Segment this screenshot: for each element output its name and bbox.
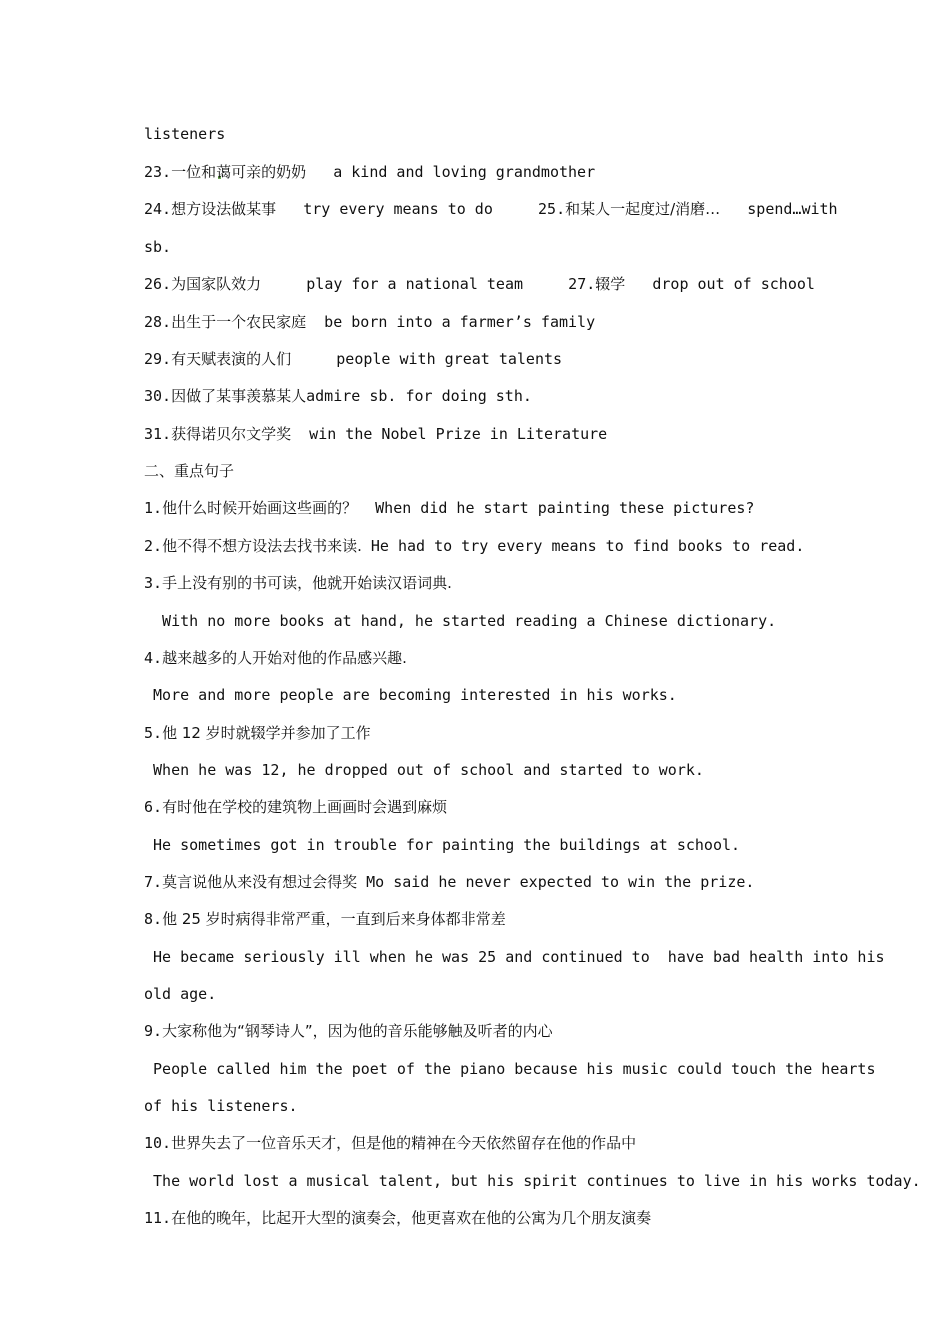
item-number: 24.: [144, 200, 172, 218]
item-number: 31.: [144, 425, 172, 443]
text-line: [144, 423, 810, 445]
item-number: 9.: [144, 1022, 163, 1040]
english-text: With no more books at hand, he started reading a Chinese dictionary.: [144, 612, 777, 630]
spacer: [625, 275, 652, 293]
chinese-text: 他什么时候开始画这些画的？: [162, 499, 358, 517]
text-line: [144, 311, 810, 333]
chinese-text: 越来越多的人开始对他的作品感兴趣.: [162, 649, 407, 667]
item-number: 2.: [144, 537, 163, 555]
chinese-text: 大家称他为“钢琴诗人”，因为他的音乐能够触及听者的内心: [162, 1022, 553, 1040]
english-text: People called him the poet of the piano because his music could touch the hearts: [144, 1060, 876, 1078]
chinese-text: 因做了某事羡慕某人: [171, 387, 307, 405]
chinese-text: 他 25 岁时病得非常严重，一直到后来身体都非常差: [162, 910, 506, 928]
item-number: 7.: [144, 873, 163, 891]
chinese-text: 获得诺贝尔文学奖: [171, 425, 292, 443]
line-text: of his listeners.: [144, 1097, 298, 1115]
english-text: admire sb. for doing sth.: [306, 387, 532, 405]
text-line: [144, 1020, 810, 1042]
english-text: When did he start painting these pictures?: [375, 499, 755, 517]
chinese-text: 出生于一个农民家庭: [171, 313, 307, 331]
item-number: 29.: [144, 350, 172, 368]
chinese-text: 世界失去了一位音乐天才，但是他的精神在今天依然留存在他的作品中: [171, 1134, 637, 1152]
spacer: [493, 200, 538, 218]
item-number: 10.: [144, 1134, 172, 1152]
english-text: spend…with: [747, 200, 838, 218]
chinese-text: 有时他在学校的建筑物上画画时会遇到麻烦: [162, 798, 448, 816]
spacer: [306, 163, 333, 181]
english-text: people with great talents: [336, 350, 563, 368]
text-line: [144, 908, 810, 930]
english-text: More and more people are becoming interested in his works.: [144, 686, 677, 704]
chinese-text: 莫言说他从来没有想过会得奖: [162, 873, 358, 891]
item-number: 26.: [144, 275, 172, 293]
chinese-text: 在他的晚年，比起开大型的演奏会，他更喜欢在他的公寓为几个朋友演奏: [171, 1209, 652, 1227]
english-text: a kind and loving grandmother: [333, 163, 596, 181]
text-line: [144, 1095, 810, 1117]
spacer: [357, 873, 366, 891]
text-line: [144, 497, 810, 519]
item-number: 6.: [144, 798, 163, 816]
text-line: [144, 796, 810, 818]
text-line: [144, 871, 810, 893]
english-text: play for a national team: [306, 275, 524, 293]
spacer: [357, 499, 375, 517]
text-line: [144, 1058, 876, 1080]
text-line: [144, 535, 810, 557]
english-text: He had to try every means to find books to read.: [370, 537, 805, 555]
text-line: [144, 759, 810, 781]
item-number: 25.: [538, 200, 566, 218]
line-text: listeners: [144, 125, 226, 143]
chinese-text: 他不得不想方设法去找书来读.: [162, 537, 362, 555]
text-line: [144, 1132, 810, 1154]
text-line: [144, 647, 810, 669]
spacer: [362, 537, 371, 555]
english-text: win the Nobel Prize in Literature: [309, 425, 608, 443]
spacer: [523, 275, 568, 293]
text-line: [144, 161, 810, 183]
item-number: 28.: [144, 313, 172, 331]
text-line: [144, 273, 815, 295]
item-number: 8.: [144, 910, 163, 928]
spacer: [276, 200, 303, 218]
english-text: He became seriously ill when he was 25 and continued to have bad health into his: [144, 948, 885, 966]
spacer: [306, 313, 324, 331]
spacer: [720, 200, 747, 218]
line-text: sb.: [144, 238, 172, 256]
item-number: 3.: [144, 574, 163, 592]
item-number: 30.: [144, 387, 172, 405]
chinese-text: 有天赋表演的人们: [171, 350, 292, 368]
text-line: [144, 684, 810, 706]
item-number: 23.: [144, 163, 172, 181]
text-line: [144, 1170, 921, 1192]
text-line: [144, 946, 885, 968]
text-line: [144, 610, 810, 632]
spacer: [261, 275, 306, 293]
text-line: [144, 348, 810, 370]
text-line: [144, 385, 810, 407]
chinese-text: 他 12 岁时就辍学并参加了工作: [162, 724, 371, 742]
english-text: be born into a farmer’s family: [324, 313, 596, 331]
english-text: He sometimes got in trouble for painting the buildings at school.: [144, 836, 741, 854]
text-line: [144, 572, 810, 594]
item-number: 11.: [144, 1209, 172, 1227]
text-line: [144, 236, 810, 258]
item-number: 5.: [144, 724, 163, 742]
text-line: [144, 123, 810, 145]
spacer: [291, 425, 309, 443]
chinese-text: 想方设法做某事: [171, 200, 277, 218]
item-number: 1.: [144, 499, 163, 517]
text-line: [144, 1207, 810, 1229]
text-line: [144, 834, 810, 856]
chinese-text: 二、重点句子: [144, 462, 235, 480]
text-line: [144, 983, 810, 1005]
chinese-text: 辍学: [595, 275, 626, 293]
chinese-text: 手上没有别的书可读，他就开始读汉语词典.: [162, 574, 452, 592]
chinese-text: 为国家队效力: [171, 275, 262, 293]
spacer: [291, 350, 336, 368]
text-line: [144, 198, 838, 220]
text-line: [144, 722, 810, 744]
english-text: The world lost a musical talent, but his spirit continues to live in his works today.: [144, 1172, 921, 1190]
english-text: drop out of school: [652, 275, 815, 293]
line-text: old age.: [144, 985, 217, 1003]
english-text: When he was 12, he dropped out of school and started to work.: [144, 761, 704, 779]
chinese-text: 一位和蔼可亲的奶奶: [171, 163, 307, 181]
text-line: [144, 460, 810, 482]
chinese-text: 和某人一起度过/消磨…: [565, 200, 721, 218]
english-text: try every means to do: [303, 200, 493, 218]
item-number: 27.: [568, 275, 596, 293]
item-number: 4.: [144, 649, 163, 667]
english-text: Mo said he never expected to win the prize.: [366, 873, 755, 891]
